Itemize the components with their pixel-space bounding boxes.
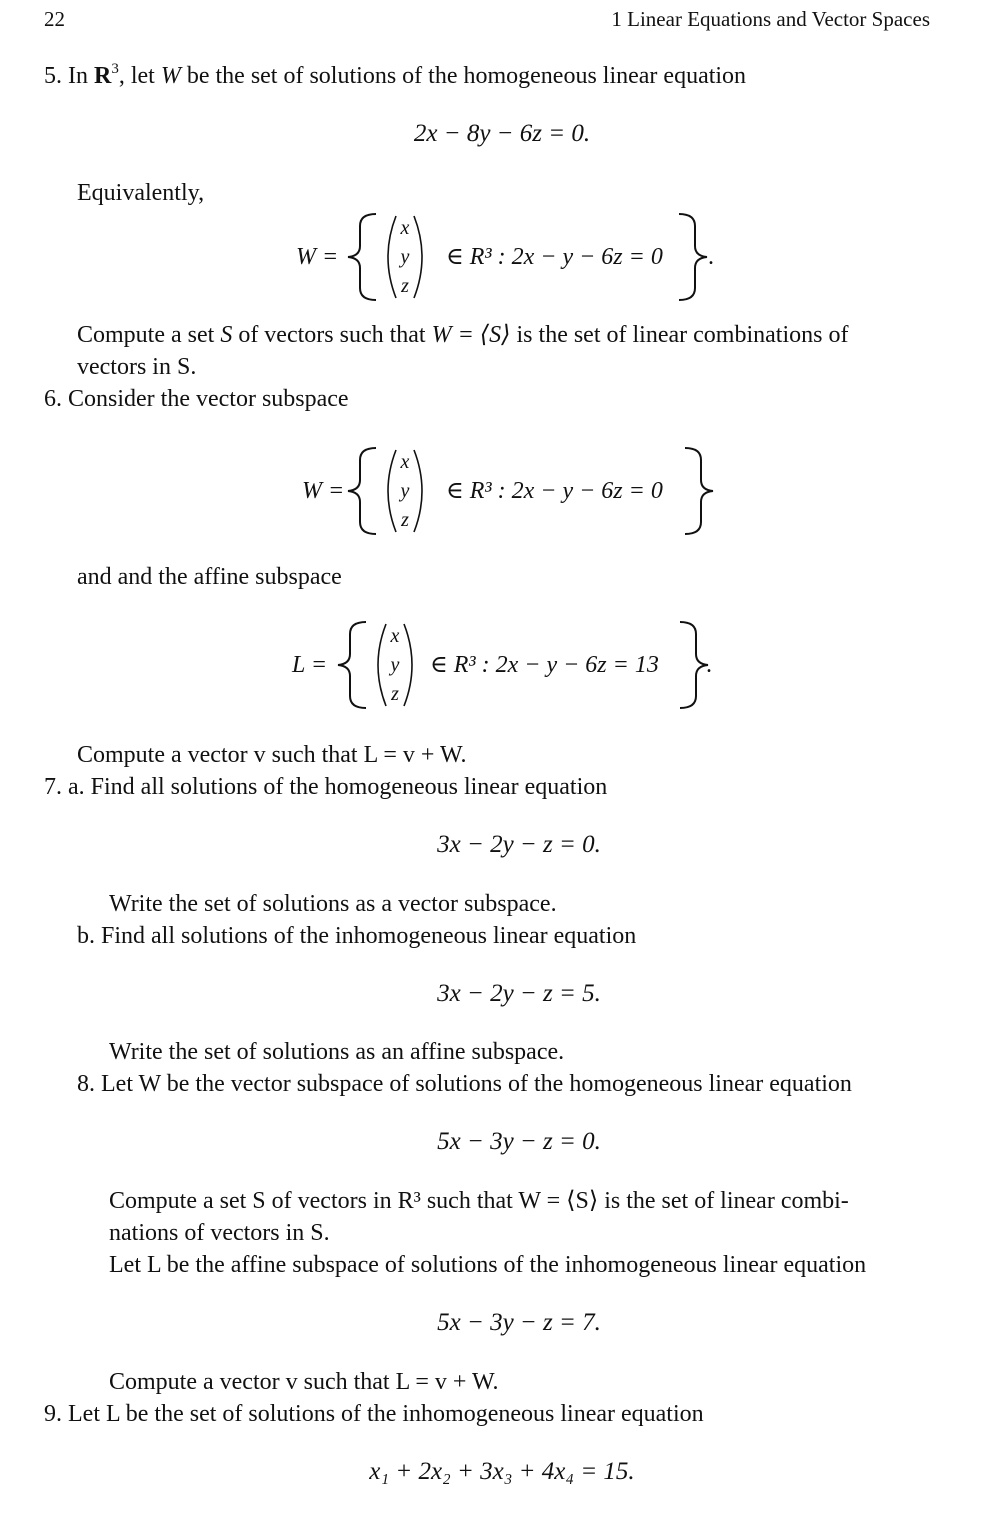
and-affine-label: and and the affine subspace [77, 564, 342, 590]
exercise-7-part-a: 7. a. Find all solutions of the homogeneous linear equation [44, 774, 608, 800]
vector-z: z [401, 509, 409, 531]
exercise-5-compute: Compute a set S of vectors such that W = ⟨S⟩ is the set of linear combinations of [77, 322, 849, 348]
vector-x: x [390, 625, 400, 647]
equation: 3x − 2y − z = 0. [437, 831, 601, 858]
set-w-definition-ex6 [302, 446, 722, 536]
exercise-number: 5. [44, 63, 62, 89]
exercise-7-write-b: Write the set of solutions as an affine subspace. [109, 1039, 565, 1065]
exercise-9-intro: 9. Let L be the set of solutions of the inhomogeneous linear equation [44, 1401, 704, 1427]
equivalently-label: Equivalently, [77, 180, 205, 206]
page-number: 22 [44, 7, 65, 31]
set-lhs: W = [302, 478, 345, 504]
equation: 5x − 3y − z = 7. [437, 1309, 601, 1336]
exercise-number: 6. [44, 386, 62, 412]
vector-y: y [400, 480, 410, 502]
exercise-5-intro: 5. In $R^3$, let W be the set of solutions of the homogeneous linear equation [44, 61, 747, 89]
equation: 3x − 2y − z = 5. [437, 980, 601, 1007]
exercise-6-intro: 6. Consider the vector subspace [44, 386, 349, 412]
exercise-7-part-b: b. Find all solutions of the inhomogeneous linear equation [77, 923, 637, 949]
exercise-8-compute-v: Compute a vector v such that L = v + W. [109, 1369, 499, 1395]
exercise-number: 7. [44, 774, 62, 800]
vector-z: z [391, 683, 399, 705]
set-period: . [706, 652, 712, 678]
equation: 5x − 3y − z = 0. [437, 1128, 601, 1155]
vector-x: x [400, 451, 410, 473]
exercise-5-compute-line2: vectors in S. [77, 354, 197, 380]
exercise-number: 9. [44, 1401, 62, 1427]
equation: x₁ + 2x₂ + 3x₃ + 4x₄ = 15. [369, 1458, 635, 1485]
exercise-number: 8. [77, 1071, 95, 1097]
equation: 2x − 8y − 6z = 0. [413, 120, 591, 147]
set-condition: ∈ R³ : 2x − y − 6z = 0 [446, 244, 663, 270]
vector-x: x [400, 217, 410, 239]
vector-y: y [400, 246, 410, 268]
set-condition: ∈ R³ : 2x − y − 6z = 0 [446, 478, 663, 504]
set-condition: ∈ R³ : 2x − y − 6z = 13 [430, 652, 659, 678]
exercise-8-intro: 8. Let W be the vector subspace of solutions of the homogeneous linear equation [77, 1071, 852, 1097]
exercise-8-compute: Compute a set S of vectors in R³ such that W = ⟨S⟩ is the set of linear combi- [109, 1188, 849, 1214]
set-lhs: W = [296, 244, 339, 270]
set-lhs: L = [292, 652, 328, 678]
set-period: . [708, 244, 714, 270]
exercise-8-compute-line2: nations of vectors in S. [109, 1220, 330, 1246]
set-w-definition [296, 212, 716, 302]
vector-y: y [390, 654, 400, 676]
exercise-7-write-a: Write the set of solutions as a vector subspace. [109, 891, 557, 917]
exercise-8-let-l: Let L be the affine subspace of solutions of the inhomogeneous linear equation [109, 1252, 867, 1278]
exercise-6-compute: Compute a vector v such that L = v + W. [77, 742, 467, 768]
running-title: 1 Linear Equations and Vector Spaces [611, 7, 930, 31]
vector-z: z [401, 275, 409, 297]
set-l-definition [292, 620, 722, 710]
